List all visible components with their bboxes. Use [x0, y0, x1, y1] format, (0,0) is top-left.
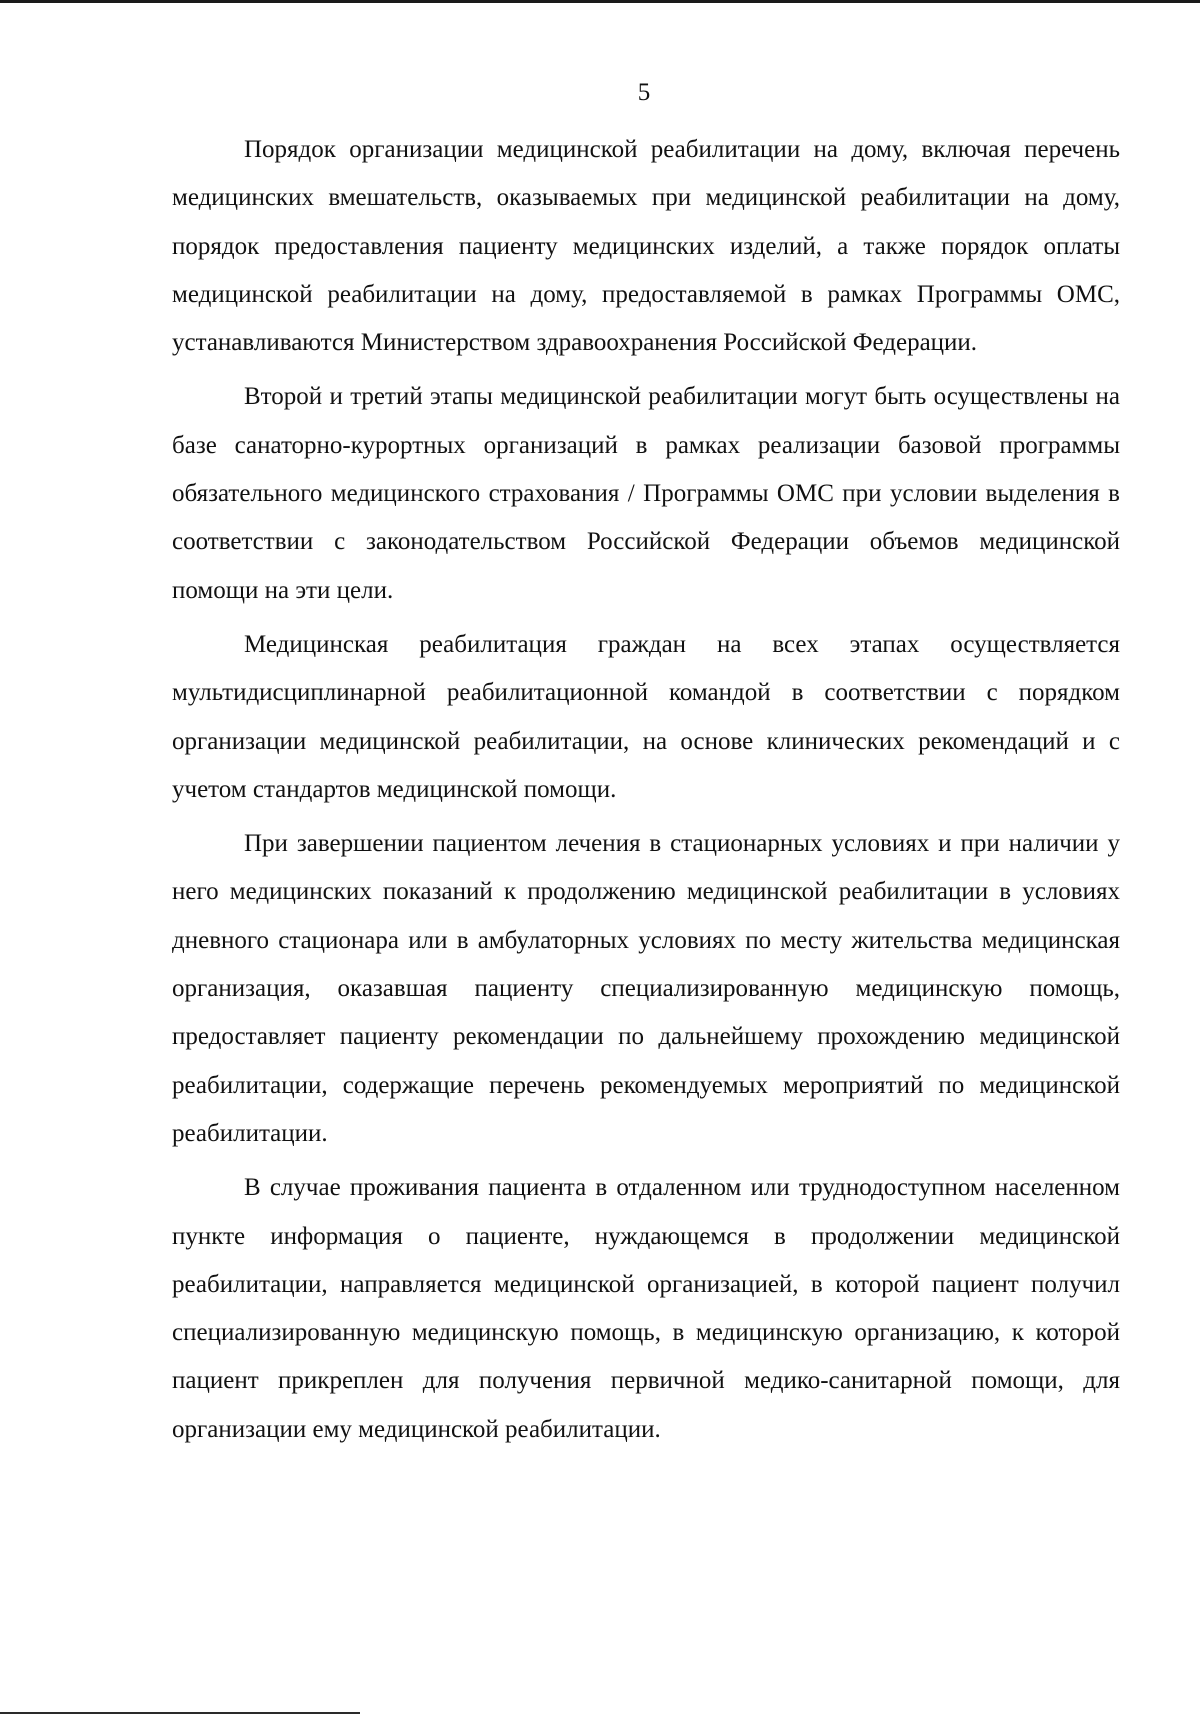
paragraph-remote-settlement: В случае проживания пациента в отдаленном или труднодоступном населенном пункте информация о пациенте, нуждающемся в продолжении медицинской реабилитации, направляется медицинской организацией, в которой пациент получил специализированную медицинскую помощь, в медицинскую организацию, к которой пациент прикреплен для получения первичной медико-санитарной помощи, для организации ему медицинской реабилитации.: [172, 1174, 1120, 1443]
scan-edge-top: [0, 0, 1200, 3]
paragraph-multidisciplinary-team: Медицинская реабилитация граждан на всех этапах осуществляется мультидисциплинарной реабилитационной командой в соответствии с порядком организации медицинской реабилитации, на основе клинических рекомендаций и с учетом стандартов медицинской помощи.: [172, 630, 1120, 803]
document-body: [172, 126, 1120, 1460]
paragraph-sanatorium-stages: Второй и третий этапы медицинской реабилитации могут быть осуществлены на базе санаторно-курортных организаций в рамках реализации базовой программы обязательного медицинского страхования / Программы ОМС при условии выделения в соответствии с законодательством Российской Федерации объемов медицинской помощи на эти цели.: [172, 383, 1120, 604]
scan-edge-bottom: [0, 1712, 360, 1714]
paragraph-home-rehabilitation: Порядок организации медицинской реабилитации на дому, включая перечень медицинских вмешательств, оказываемых при медицинской реабилитации на дому, порядок предоставления пациенту медицинских изделий, а также порядок оплаты медицинской реабилитации на дому, предоставляемой в рамках Программы ОМС, устанавливаются Министерством здравоохранения Российской Федерации.: [172, 136, 1120, 357]
page-number: 5: [637, 79, 651, 106]
paragraph-discharge-recommendations: При завершении пациентом лечения в стационарных условиях и при наличии у него медицинских показаний к продолжению медицинской реабилитации в условиях дневного стационара или в амбулаторных условиях по месту жительства медицинская организация, оказавшая пациенту специализированную медицинскую помощь, предоставляет пациенту рекомендации по дальнейшему прохождению медицинской реабилитации, содержащие перечень рекомендуемых мероприятий по медицинской реабилитации.: [172, 830, 1120, 1147]
